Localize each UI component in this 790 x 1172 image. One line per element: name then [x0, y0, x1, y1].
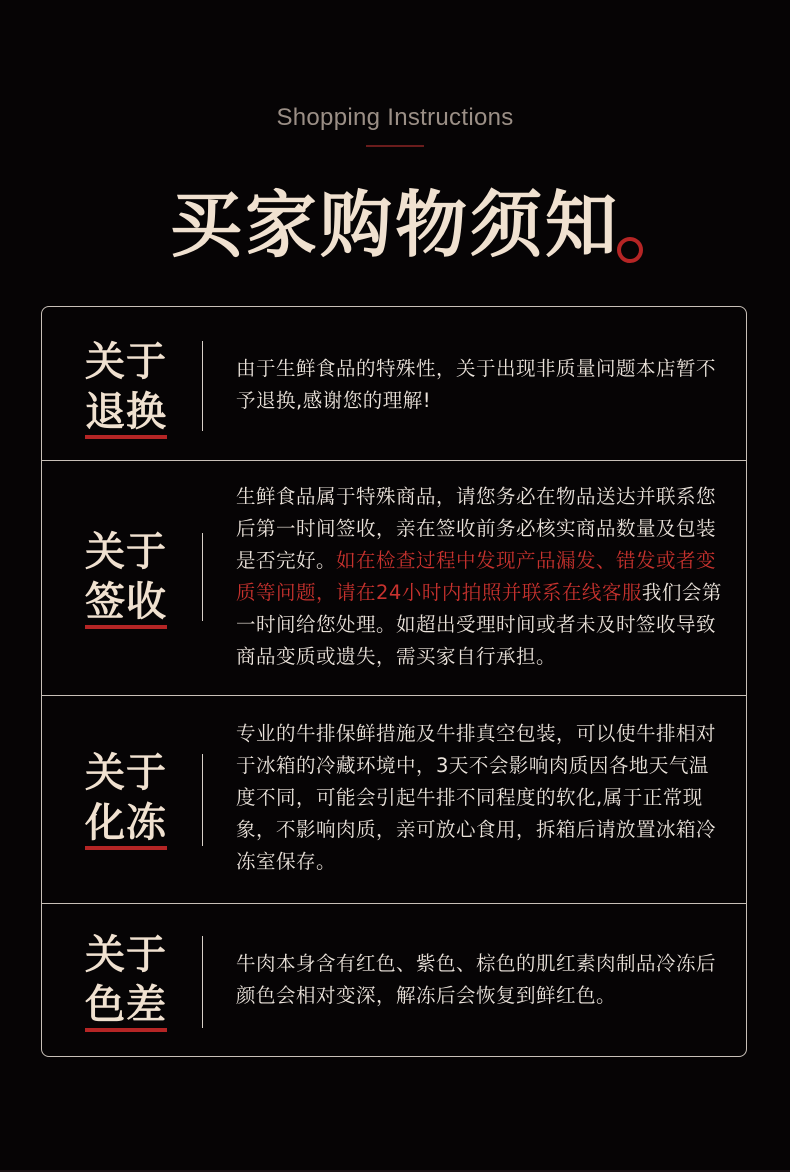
section-heading	[85, 527, 175, 627]
section-signing	[42, 460, 746, 696]
instructions-panel	[41, 306, 747, 1057]
section-heading	[85, 748, 175, 848]
section-divider	[202, 936, 203, 1028]
section-heading-line1: 关于	[85, 528, 167, 575]
section-heading	[85, 337, 175, 437]
section-text: 牛肉本身含有红色、紫色、棕色的肌红素肉制品冷冻后颜色会相对变深，解冻后会恢复到鲜红色。	[236, 952, 717, 1007]
subtitle-underline	[366, 145, 424, 147]
section-text-normal-after: 我们会第一时间给您处理。如超出受理时间或者未及时签收导致商品变质或遗失，需买家自行承担。	[236, 581, 722, 668]
section-heading-line1: 关于	[85, 338, 167, 385]
section-heading-line2: 化冻	[85, 798, 175, 848]
title-red-circle-decoration	[617, 237, 643, 263]
section-text-normal: 生鲜食品属于特殊商品，请您务必在物品送达并联系您后第一时间签收，亲在签收前务必核实商品数量及包装是否完好。	[236, 485, 717, 572]
subtitle-en: Shopping Instructions	[276, 104, 514, 131]
section-divider	[202, 341, 203, 431]
section-heading-line1: 关于	[85, 749, 167, 796]
section-color-difference	[42, 903, 746, 1057]
page-title: 买家购物须知	[169, 182, 620, 267]
section-heading-line1: 关于	[85, 931, 167, 978]
section-returns	[42, 307, 746, 460]
section-text-highlight: 如在检查过程中发现产品漏发、错发或者变质等问题，请在24小时内拍照并联系在线客服	[236, 549, 717, 604]
section-text: 专业的牛排保鲜措施及牛排真空包装，可以使牛排相对于冰箱的冷藏环境中，3天不会影响肉质因各地天气温度不同，可能会引起牛排不同程度的软化,属于正常现象，不影响肉质，亲可放心食用，拆箱后请放置冰箱冷冻室保存。	[236, 722, 717, 873]
section-thawing	[42, 695, 746, 904]
section-heading-line2: 色差	[85, 980, 175, 1030]
section-divider	[202, 533, 203, 621]
section-heading-line2: 签收	[85, 577, 175, 627]
section-text	[236, 481, 728, 673]
section-divider	[202, 754, 203, 846]
section-heading	[85, 930, 175, 1030]
section-text: 由于生鲜食品的特殊性，关于出现非质量问题本店暂不予退换,感谢您的理解!	[236, 357, 717, 412]
section-heading-line2: 退换	[85, 387, 175, 437]
